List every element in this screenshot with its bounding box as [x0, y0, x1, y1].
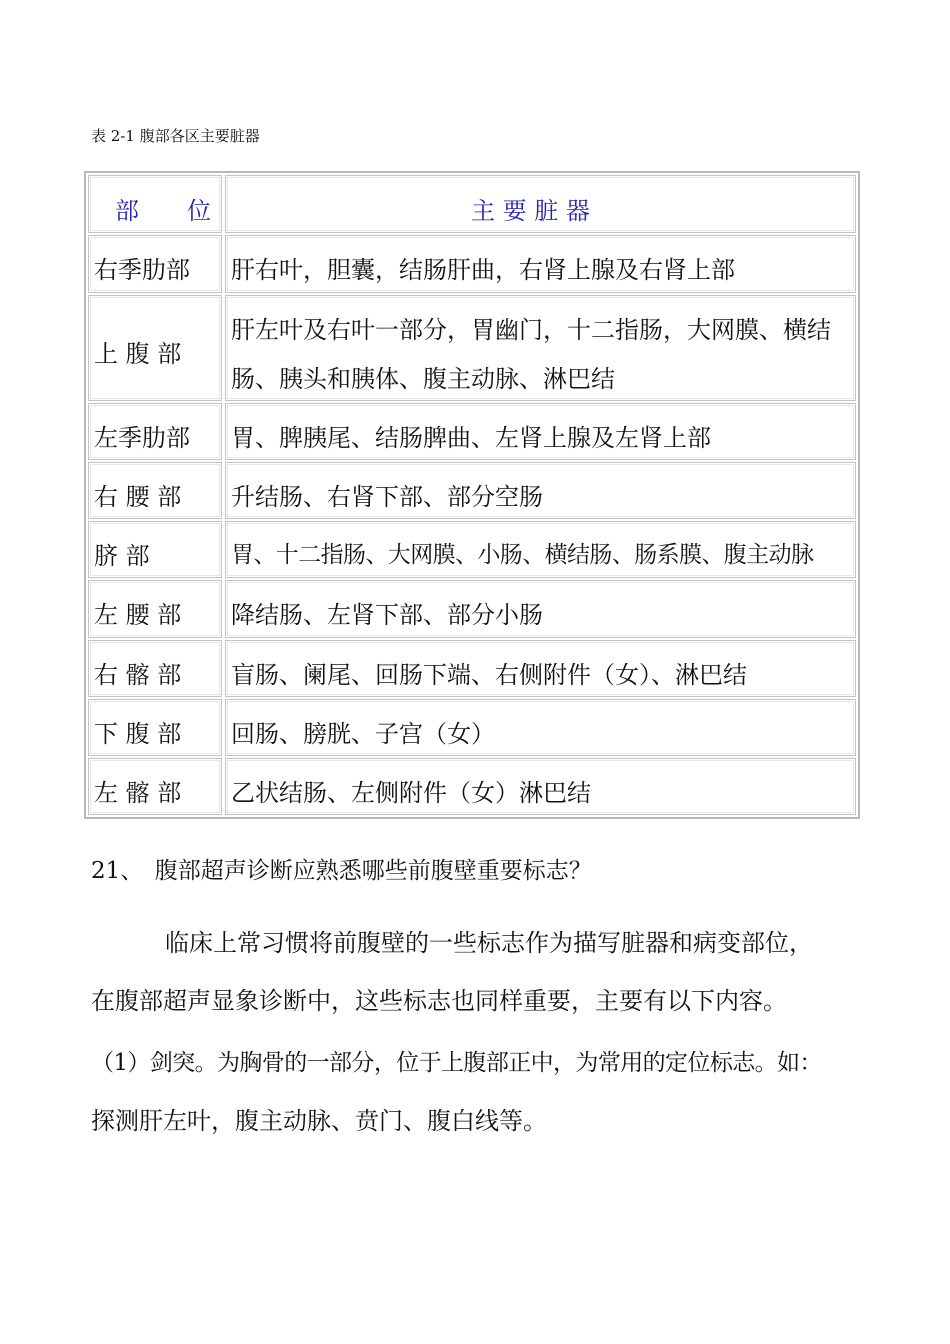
region-cell: 上 腹 部 — [94, 340, 182, 368]
region-cell: 右季肋部 — [94, 256, 190, 284]
organs-cell-line2: 肠、胰头和胰体、腹主动脉、淋巴结 — [231, 365, 615, 393]
table-row — [86, 462, 858, 519]
table-row — [86, 580, 858, 638]
organs-cell: 胃、十二指肠、大网膜、小肠、横结肠、肠系膜、腹主动脉 — [231, 542, 814, 568]
paragraph-line: 探测肝左叶，腹主动脉、贲门、腹白线等。 — [91, 1107, 547, 1135]
header-region-label: 部 位 — [115, 197, 211, 225]
organs-cell-line1: 肝左叶及右叶一部分，胃幽门，十二指肠，大网膜、横结 — [231, 316, 831, 344]
header-organs-label: 主 要 脏 器 — [471, 197, 590, 225]
table-row — [86, 295, 858, 401]
organs-cell: 胃、脾胰尾、结肠脾曲、左肾上腺及左肾上部 — [231, 424, 711, 452]
table-caption: 表 2-1 腹部各区主要脏器 — [91, 127, 260, 145]
table-header-row — [86, 175, 858, 233]
region-cell: 右 腰 部 — [94, 483, 182, 511]
organs-cell: 升结肠、右肾下部、部分空肠 — [231, 483, 543, 511]
organ-table — [84, 171, 860, 819]
paragraph-line: （1）剑突。为胸骨的一部分，位于上腹部正中，为常用的定位标志。如： — [91, 1050, 822, 1076]
organs-cell: 乙状结肠、左侧附件（女）淋巴结 — [231, 779, 591, 807]
table-row — [86, 235, 858, 293]
table-row — [86, 403, 858, 460]
table-row — [86, 758, 858, 815]
paragraph-xiphoid — [91, 1034, 861, 1150]
table-row — [86, 640, 858, 697]
organs-cell: 降结肠、左肾下部、部分小肠 — [231, 601, 543, 629]
paragraph-landmarks-intro — [91, 914, 861, 1030]
region-cell: 下 腹 部 — [94, 720, 182, 748]
region-cell: 脐 部 — [94, 542, 150, 570]
paragraph-line: 临床上常习惯将前腹壁的一些标志作为描写脏器和病变部位， — [165, 929, 813, 957]
region-cell: 左 髂 部 — [94, 779, 182, 807]
table-row — [86, 699, 858, 756]
table-row — [86, 521, 858, 578]
organs-cell: 回肠、膀胱、子宫（女） — [231, 720, 495, 748]
organs-cell: 肝右叶，胆囊，结肠肝曲，右肾上腺及右肾上部 — [231, 256, 735, 284]
header-cell-region — [88, 175, 222, 233]
paragraph-line: 在腹部超声显象诊断中，这些标志也同样重要，主要有以下内容。 — [91, 987, 787, 1015]
question-heading: 21、 腹部超声诊断应熟悉哪些前腹壁重要标志？ — [91, 858, 592, 884]
header-cell-organs — [225, 175, 856, 233]
region-cell: 右 髂 部 — [94, 661, 182, 689]
region-cell: 左季肋部 — [94, 424, 190, 452]
organs-cell: 盲肠、阑尾、回肠下端、右侧附件（女）、淋巴结 — [231, 661, 747, 689]
region-cell: 左 腰 部 — [94, 601, 182, 629]
